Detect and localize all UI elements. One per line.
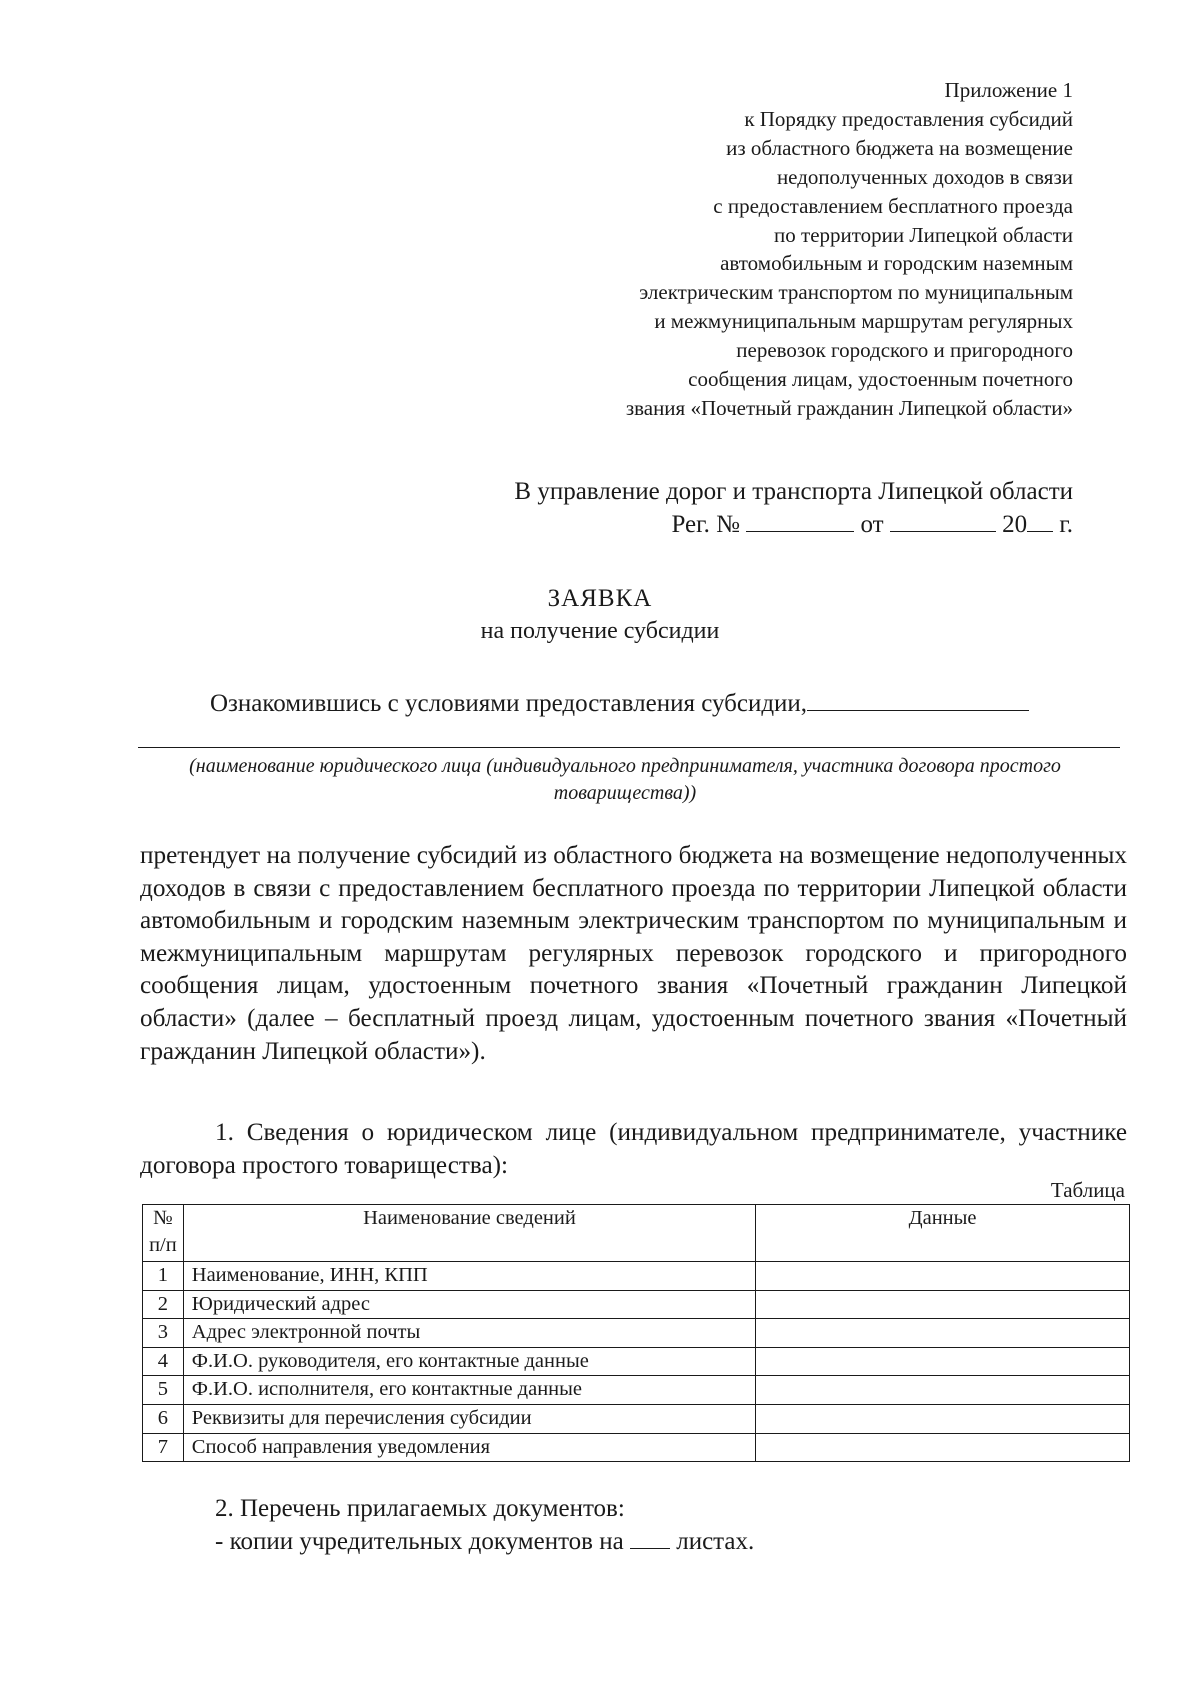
- reg-date-blank[interactable]: [890, 509, 996, 532]
- appendix-line: и межмуниципальным маршрутам регулярных: [654, 309, 1073, 334]
- section-1-text: 1. Сведения о юридическом лице (индивидуальном предпринимателе, участнике договора простого товарищества):: [140, 1119, 1127, 1179]
- row-num: 7: [143, 1433, 184, 1462]
- section-1: [140, 1117, 1127, 1182]
- row-num: 6: [143, 1404, 184, 1433]
- appendix-line: к Порядку предоставления субсидий: [744, 106, 1073, 131]
- row-name: Реквизиты для перечисления субсидии: [183, 1404, 755, 1433]
- appendix-line: звания «Почетный гражданин Липецкой области»: [625, 395, 1073, 420]
- attached-doc-item: [215, 1525, 754, 1558]
- table-header-row: [143, 1205, 1130, 1262]
- table-row: [143, 1290, 1130, 1319]
- section-2-title: 2. Перечень прилагаемых документов:: [215, 1495, 625, 1522]
- reg-number-label: Рег. №: [671, 511, 740, 538]
- intro-line: [210, 688, 1029, 718]
- reg-date-label: от: [860, 511, 884, 538]
- row-num: 4: [143, 1347, 184, 1376]
- reg-number-blank[interactable]: [746, 509, 854, 532]
- table-row: [143, 1433, 1130, 1462]
- appendix-line: сообщения лицам, удостоенным почетного: [688, 367, 1073, 392]
- row-num: 2: [143, 1290, 184, 1319]
- row-num: 5: [143, 1376, 184, 1405]
- title-block: [0, 583, 1200, 647]
- row-name: Ф.И.О. исполнителя, его контактные данные: [183, 1376, 755, 1405]
- applicant-name-blank[interactable]: [807, 688, 1029, 711]
- row-data-cell[interactable]: [756, 1319, 1130, 1348]
- table-row: [143, 1347, 1130, 1376]
- row-data-cell[interactable]: [756, 1347, 1130, 1376]
- appendix-line: с предоставлением бесплатного проезда: [713, 193, 1073, 218]
- appendix-line: автомобильным и городским наземным: [720, 251, 1073, 276]
- appendix-line: перевозок городского и пригородного: [736, 338, 1073, 363]
- document-title: ЗАЯВКА: [547, 585, 653, 612]
- row-data-cell[interactable]: [756, 1262, 1130, 1291]
- intro-text: Ознакомившись с условиями предоставления субсидии,: [210, 690, 808, 717]
- table-row: [143, 1376, 1130, 1405]
- registration-line: [514, 508, 1073, 541]
- section-2: [215, 1492, 754, 1558]
- appendix-line: электрическим транспортом по муниципальным: [639, 280, 1073, 305]
- header-num: № п/п: [143, 1205, 184, 1262]
- row-data-cell[interactable]: [756, 1376, 1130, 1405]
- row-name: Способ направления уведомления: [183, 1433, 755, 1462]
- applicant-name-caption: (наименование юридического лица (индивидуального предпринимателя, участника договора простого товарищества)): [189, 755, 1061, 804]
- attached-doc-suffix: листах.: [676, 1528, 755, 1555]
- addressee-line: В управление дорог и транспорта Липецкой области: [514, 478, 1073, 505]
- row-data-cell[interactable]: [756, 1404, 1130, 1433]
- appendix-line: Приложение 1: [944, 78, 1073, 102]
- addressee-block: [514, 475, 1073, 541]
- row-name: Юридический адрес: [183, 1290, 755, 1319]
- reg-year-suffix: г.: [1059, 511, 1073, 538]
- row-num: 3: [143, 1319, 184, 1348]
- row-data-cell[interactable]: [756, 1290, 1130, 1319]
- table-label: Таблица: [1050, 1178, 1125, 1202]
- appendix-header: [626, 76, 1073, 423]
- row-num: 1: [143, 1262, 184, 1291]
- table-row: [143, 1319, 1130, 1348]
- sheet-count-blank[interactable]: [630, 1526, 670, 1549]
- appendix-line: по территории Липецкой области: [774, 222, 1073, 247]
- row-name: Адрес электронной почты: [183, 1319, 755, 1348]
- appendix-line: из областного бюджета на возмещение: [726, 135, 1073, 160]
- reg-year-blank[interactable]: [1027, 509, 1053, 532]
- header-name: Наименование сведений: [183, 1205, 755, 1262]
- table-row: [143, 1262, 1130, 1291]
- row-name: Ф.И.О. руководителя, его контактные данные: [183, 1347, 755, 1376]
- attached-doc-text: - копии учредительных документов на: [215, 1528, 624, 1555]
- document-subtitle: на получение субсидии: [480, 618, 720, 644]
- applicant-info-table: [142, 1204, 1130, 1462]
- table-row: [143, 1404, 1130, 1433]
- body-paragraph: претендует на получение субсидий из областного бюджета на возмещение недополученных доходов в связи с предоставлением бесплатного проезда по территории Липецкой области автомобильным и городским наземным электрическим транспортом по муниципальным и межмуниципальным маршрутам регулярных перевозок городского и пригородного сообщения лицам, удостоенным почетного звания «Почетный гражданин Липецкой области» (далее – бесплатный проезд лицам, удостоенным почетного звания «Почетный гражданин Липецкой области»).: [140, 842, 1127, 1065]
- row-name: Наименование, ИНН, КПП: [183, 1262, 755, 1291]
- applicant-name-rule[interactable]: [138, 747, 1120, 748]
- appendix-line: недополученных доходов в связи: [776, 164, 1073, 189]
- header-data: Данные: [756, 1205, 1130, 1262]
- reg-year-label: 20: [1002, 511, 1028, 538]
- row-data-cell[interactable]: [756, 1433, 1130, 1462]
